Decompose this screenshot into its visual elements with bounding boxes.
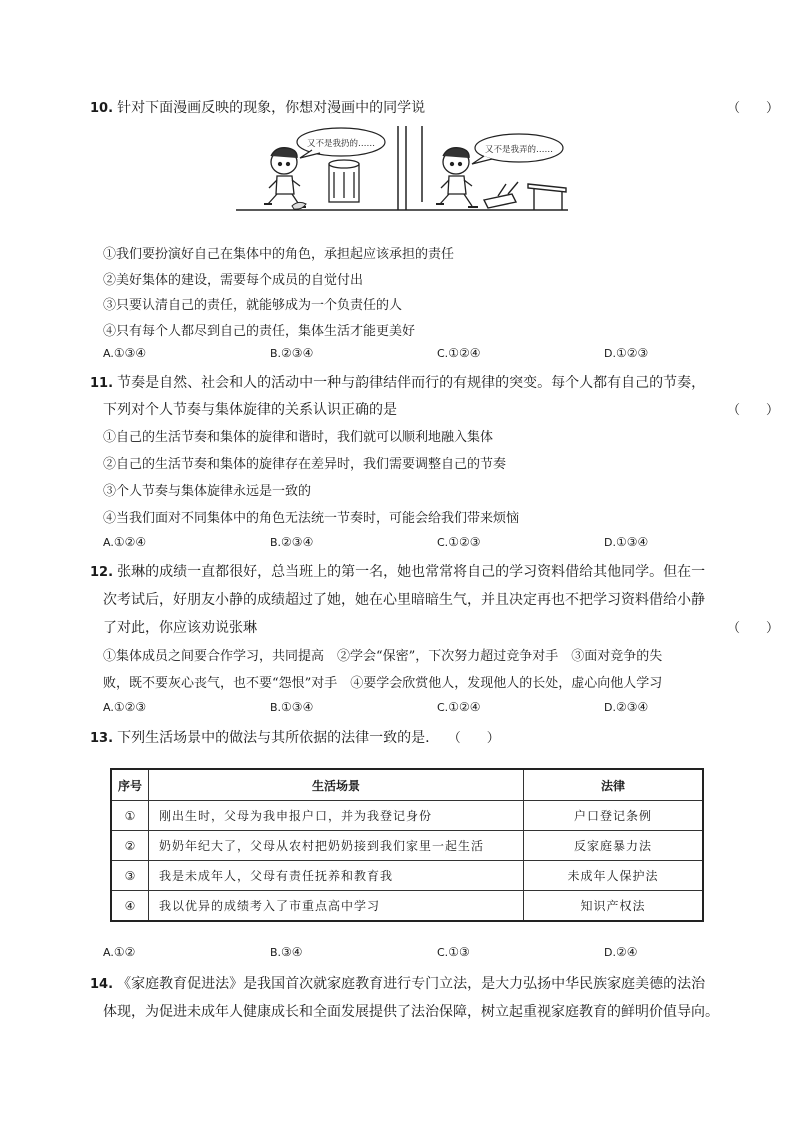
- row-law: 未成年人保护法: [524, 861, 704, 891]
- answer-bracket: （ ）: [727, 621, 780, 636]
- table-header-row: [111, 769, 703, 801]
- row-law: 户口登记条例: [524, 801, 704, 831]
- question-number: 12.: [90, 565, 114, 580]
- question-11-stem: [90, 372, 705, 392]
- statement: ②美好集体的建设，需要每个成员的自觉付出: [103, 273, 364, 288]
- trash-bin: [329, 160, 359, 202]
- question-text: 张琳的成绩一直都很好，总当班上的第一名，她也常常将自己的学习资料借给其他同学。但在一: [117, 564, 706, 580]
- statement: ①我们要扮演好自己在集体中的角色，承担起应该承担的责任: [103, 247, 455, 262]
- option-c[interactable]: C.①③: [437, 945, 470, 959]
- option-a[interactable]: A.①②: [103, 945, 136, 959]
- statement: ①自己的生活节奏和集体的旋律和谐时，我们就可以顺利地融入集体: [103, 430, 494, 445]
- option-c[interactable]: C.①②③: [437, 535, 481, 549]
- option-d[interactable]: D.①③④: [604, 535, 649, 549]
- table-row: [111, 801, 703, 831]
- option-a[interactable]: A.①②④: [103, 535, 147, 549]
- left-speech-bubble: [297, 128, 385, 158]
- column-header-scene: 生活场景: [149, 769, 524, 801]
- row-scene: 我以优异的成绩考入了市重点高中学习: [149, 891, 524, 922]
- answer-bracket: （ ）: [447, 731, 500, 746]
- litter: [292, 202, 306, 209]
- statement: 败，既不要灰心丧气，也不要“怨恨”对手 ④要学会欣赏他人，发现他人的长处，虚心向他人学习: [103, 676, 663, 691]
- option-c[interactable]: C.①②④: [437, 346, 481, 360]
- law-table: [110, 768, 704, 922]
- question-number: 11.: [90, 376, 114, 391]
- statement: ③只要认清自己的责任，就能够成为一个负责任的人: [103, 298, 403, 313]
- statement: ②自己的生活节奏和集体的旋律存在差异时，我们需要调整自己的节奏: [103, 457, 507, 472]
- question-10-stem: [90, 97, 425, 117]
- option-c[interactable]: C.①②④: [437, 700, 481, 714]
- row-law: 反家庭暴力法: [524, 831, 704, 861]
- column-header-number: 序号: [111, 769, 149, 801]
- question-number: 10.: [90, 101, 114, 116]
- question-number: 13.: [90, 731, 114, 746]
- option-b[interactable]: B.②③④: [270, 346, 314, 360]
- option-b[interactable]: B.③④: [270, 945, 303, 959]
- option-d[interactable]: D.①②③: [604, 346, 649, 360]
- table-row: [111, 831, 703, 861]
- column-header-law: 法律: [524, 769, 704, 801]
- question-text-continued: 了对此，你应该劝说张琳: [103, 620, 257, 636]
- question-text-continued: 体现，为促进未成年人健康成长和全面发展提供了法治保障，树立起重视家庭教育的鲜明价值导向。: [103, 1004, 719, 1020]
- option-d[interactable]: D.②③④: [604, 700, 649, 714]
- table-row: [111, 891, 703, 922]
- row-number: ②: [111, 831, 149, 861]
- cartoon-illustration: [236, 124, 568, 222]
- statement: ④只有每个人都尽到自己的责任，集体生活才能更美好: [103, 324, 416, 339]
- row-number: ③: [111, 861, 149, 891]
- right-bubble-text: 又不是我弄的……: [484, 145, 554, 155]
- statement: ③个人节奏与集体旋律永远是一致的: [103, 484, 312, 499]
- question-14-stem: [90, 973, 705, 993]
- question-13-stem: [90, 727, 500, 747]
- row-number: ①: [111, 801, 149, 831]
- row-law: 知识产权法: [524, 891, 704, 922]
- answer-bracket: （ ）: [727, 101, 780, 116]
- statement: ④当我们面对不同集体中的角色无法统一节奏时，可能会给我们带来烦恼: [103, 511, 520, 526]
- question-12-stem: [90, 561, 705, 581]
- row-scene: 刚出生时，父母为我申报户口，并为我登记身份: [149, 801, 524, 831]
- option-a[interactable]: A.①③④: [103, 346, 147, 360]
- statement: ①集体成员之间要合作学习，共同提高 ②学会“保密”，下次努力超过竞争对手 ③面对竞争的失: [103, 649, 663, 664]
- right-student-figure: [436, 148, 478, 207]
- question-text: 节奏是自然、社会和人的活动中一种与韵律结伴而行的有规律的突变。每个人都有自己的节奏，: [117, 375, 706, 391]
- door-frame: [398, 126, 422, 210]
- right-speech-bubble: [472, 134, 563, 164]
- left-bubble-text: 又不是我扔的……: [306, 139, 376, 149]
- question-text: 针对下面漫画反映的现象，你想对漫画中的同学说: [117, 100, 426, 116]
- question-text: 《家庭教育促进法》是我国首次就家庭教育进行专门立法，是大力弘扬中华民族家庭美德的法治: [117, 976, 706, 992]
- question-text-continued: 次考试后，好朋友小静的成绩超过了她，她在心里暗暗生气，并且决定再也不把学习资料借给小静: [103, 592, 705, 608]
- row-scene: 奶奶年纪大了，父母从农村把奶奶接到我们家里一起生活: [149, 831, 524, 861]
- row-scene: 我是未成年人，父母有责任抚养和教育我: [149, 861, 524, 891]
- desk-and-fallen-chair: [484, 182, 566, 210]
- left-student-figure: [264, 148, 306, 207]
- question-number: 14.: [90, 977, 114, 992]
- option-d[interactable]: D.②④: [604, 945, 638, 959]
- answer-bracket: （ ）: [727, 403, 780, 418]
- option-b[interactable]: B.②③④: [270, 535, 314, 549]
- option-a[interactable]: A.①②③: [103, 700, 147, 714]
- option-b[interactable]: B.①③④: [270, 700, 314, 714]
- row-number: ④: [111, 891, 149, 922]
- question-text: 下列生活场景中的做法与其所依据的法律一致的是.: [117, 730, 430, 746]
- question-text-continued: 下列对个人节奏与集体旋律的关系认识正确的是: [103, 402, 397, 418]
- table-row: [111, 861, 703, 891]
